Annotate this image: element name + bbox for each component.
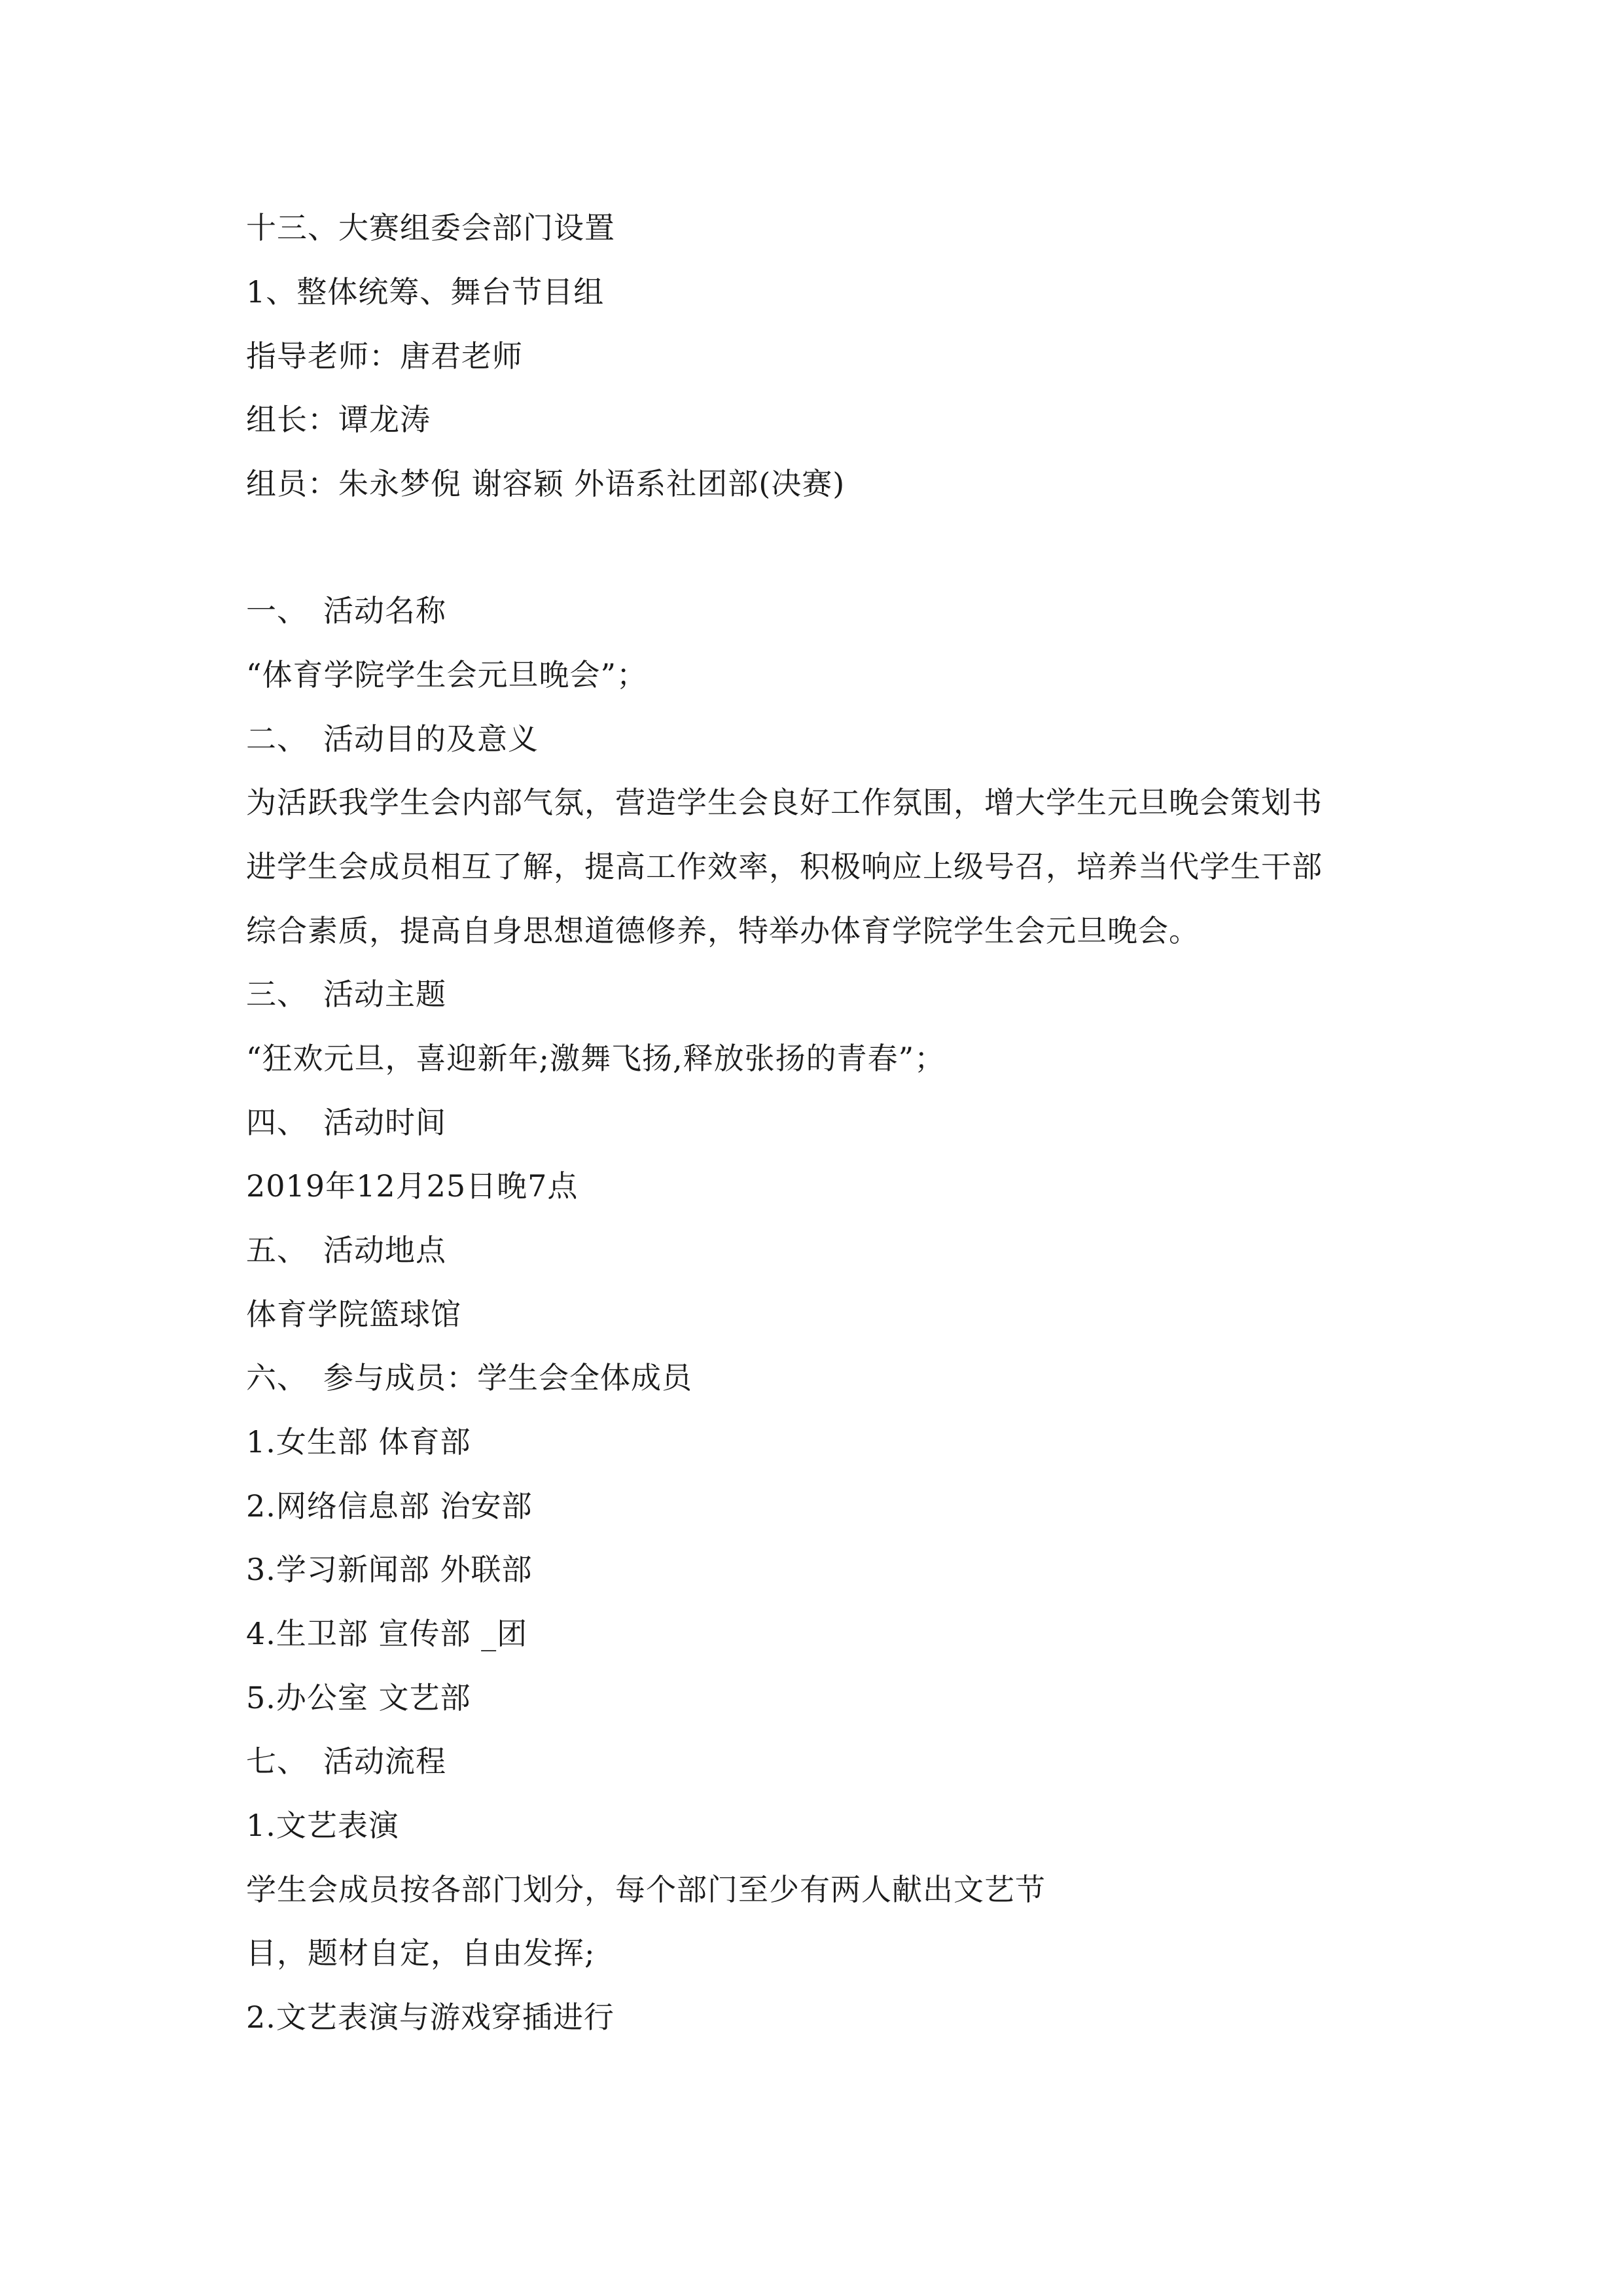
process-item-1-detail-line-2: 目，题材自定，自由发挥; [246, 1935, 596, 1971]
participants-item-5: 5.办公室 文艺部 [246, 1680, 471, 1715]
section-heading-purpose: 二、 活动目的及意义 [246, 721, 539, 757]
participants-item-4: 4.生卫部 宣传部 _团 [246, 1616, 528, 1651]
participants-item-3: 3.学习新闻部 外联部 [246, 1552, 533, 1587]
section-heading-participants: 六、 参与成员：学生会全体成员 [246, 1360, 692, 1395]
advisor-line: 指导老师：唐君老师 [246, 338, 523, 374]
section-heading-theme: 三、 活动主题 [246, 977, 446, 1012]
location-text: 体育学院篮球馆 [246, 1297, 461, 1332]
participants-item-2: 2.网络信息部 治安部 [246, 1488, 533, 1524]
section-heading-process: 七、 活动流程 [246, 1744, 446, 1779]
participants-item-1: 1.女生部 体育部 [246, 1424, 471, 1460]
process-item-1-detail-line-1: 学生会成员按各部门划分，每个部门至少有两人献出文艺节 [246, 1872, 1046, 1907]
purpose-paragraph-line-2: 进学生会成员相互了解，提高工作效率，积极响应上级号召，培养当代学生干部 [246, 849, 1323, 884]
purpose-paragraph-line-3: 综合素质，提高自身思想道德修养，特举办体育学院学生会元旦晚会。 [246, 913, 1200, 948]
section-heading-committee: 十三、大赛组委会部门设置 [246, 210, 615, 245]
leader-line: 组长：谭龙涛 [246, 402, 431, 437]
members-line: 组员：朱永梦倪 谢容颖 外语系社团部(决赛) [246, 466, 846, 501]
section-heading-time: 四、 活动时间 [246, 1105, 446, 1140]
theme-text: “狂欢元旦，喜迎新年;激舞飞扬,释放张扬的青春”； [246, 1041, 946, 1076]
process-item-2: 2.文艺表演与游戏穿插进行 [246, 2000, 615, 2035]
purpose-paragraph-line-1: 为活跃我学生会内部气氛，营造学生会良好工作氛围，增大学生元旦晚会策划书 [246, 785, 1323, 820]
subsection-heading-stage-group: 1、整体统筹、舞台节目组 [246, 274, 605, 310]
time-text: 2019年12月25日晚7点 [246, 1168, 579, 1204]
section-heading-activity-name: 一、 活动名称 [246, 593, 446, 628]
process-item-1: 1.文艺表演 [246, 1808, 399, 1843]
section-heading-location: 五、 活动地点 [246, 1232, 446, 1268]
activity-name-text: “体育学院学生会元旦晚会”； [246, 657, 648, 692]
